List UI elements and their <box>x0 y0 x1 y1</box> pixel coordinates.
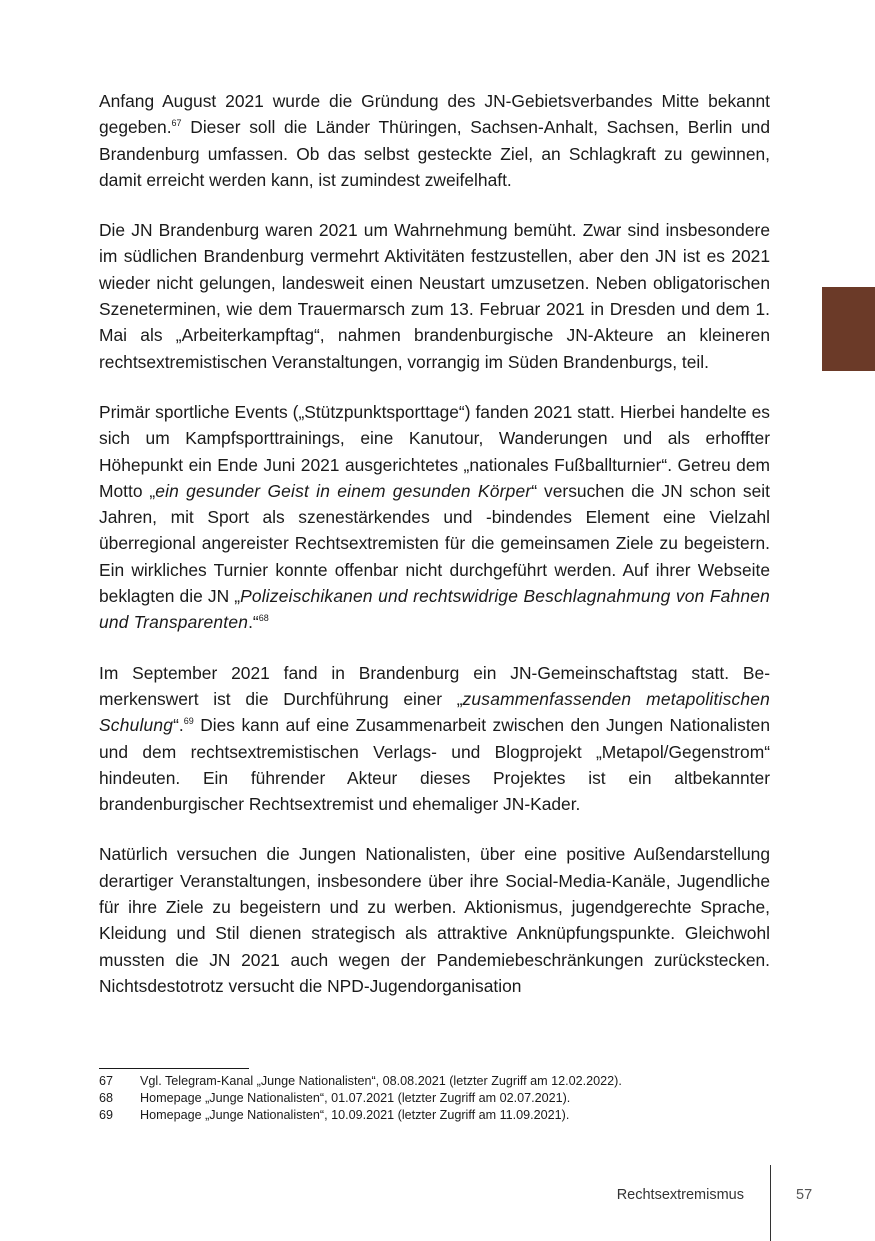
footnote-68 <box>99 1090 779 1107</box>
quote-italic: zusammenfassenden metapolitischen Schulung <box>99 688 770 736</box>
paragraph-3 <box>99 399 770 636</box>
footnote-67 <box>99 1073 779 1090</box>
paragraph-text: Anfang August 2021 wurde die Gründung des JN-Gebietsverbandes Mitte bekannt gegeben. <box>99 91 770 138</box>
paragraph-text: Dieser soll die Länder Thüringen, Sachsen-Anhalt, Sachsen, Berlin und Brandenburg umfassen. Ob das selbst gesteckte Ziel, an Schlagkraft zu gewinnen, damit erreicht werden kann, ist zumindest zweifelhaft. <box>99 117 770 190</box>
footnote-ref-68[interactable]: 68 <box>258 613 269 624</box>
paragraph-4 <box>99 660 770 818</box>
footer-divider <box>770 1165 771 1241</box>
footnote-ref-69[interactable]: 69 <box>183 716 194 727</box>
paragraph-1 <box>99 88 770 193</box>
paragraph-text: Primär sportliche Events („Stützpunktsporttage“) fanden 2021 statt. Hierbei handelte es sich um Kampfsporttrainings, eine Kanutour, Wanderungen und als erhoffter Höhepunkt ein Ende Juni 2021 ausgerichtetes „nationales Fußballturnier“. Getreu dem Motto „ <box>99 401 770 501</box>
page-number: 57 <box>796 1187 813 1203</box>
footnote-number: 67 <box>99 1074 114 1088</box>
paragraph-text: Dies kann auf eine Zusammenarbeit zwischen den Jungen Nationalisten und dem rechtsextremistischen Verlags- und Blogprojekt „Metapol/Gegenstrom“ hindeuten. Ein führender Akteur dieses Projektes ist ein altbekannter brandenburgischer Rechtsextremist und ehemaliger JN-Kader. <box>99 715 770 815</box>
body-text <box>99 88 770 1023</box>
footnote-divider <box>99 1068 249 1069</box>
paragraph-2: Die JN Brandenburg waren 2021 um Wahrnehmung bemüht. Zwar sind insbesondere im südlichen Brandenburg vermehrt Aktivitäten festzustellen, aber den JN ist es 2021 wieder nicht gelungen, landesweit einen Neustart umzusetzen. Neben obligatorischen Szeneterminen, wie dem Trauermarsch zum 13. Februar 2021 in Dresden und dem 1. Mai als „Arbeiterkampftag“, nahmen brandenburgische JN-Akteure an kleineren rechtsextremistischen Veranstaltungen, vorrangig im Süden Brandenburgs, teil. <box>99 220 770 372</box>
paragraph-text: Im September 2021 fand in Brandenburg ein JN-Gemeinschaftstag statt. Bemerkenswert ist die Durchführung einer „ <box>99 662 770 709</box>
paragraph-text: .“ <box>248 612 259 633</box>
footnote-69 <box>99 1107 779 1124</box>
footnotes <box>99 1073 779 1124</box>
paragraph-5: Natürlich versuchen die Jungen Nationalisten, über eine positive Außendarstellung derartiger Veranstaltungen, insbesondere über ihre Social-Media-Kanäle, Jugendliche für ihre Ziele zu begeistern und zu werben. Aktionismus, jugendgerechte Sprache, Kleidung und Stil dienen strategisch als attraktive Anknüpfungspunkte. Gleichwohl mussten die JN 2021 auch wegen der Pandemiebeschränkungen zurückstecken. Nichtsdestotrotz versucht die NPD-Jugendorganisation <box>99 844 770 996</box>
paragraph-text: “ versuchen die JN schon seit Jahren, mit Sport als szenestärkendes und -bindendes Element eine Vielzahl überregional angereister Rechtsextremisten für die gemeinsamen Ziele zu begeistern. Ein wirkliches Turnier konnte offenbar nicht durchgeführt werden. Auf ihrer Webseite beklagten die JN „ <box>99 480 770 607</box>
footer-section-label: Rechtsextremismus <box>616 1187 744 1203</box>
footnote-number: 68 <box>99 1091 114 1105</box>
chapter-tab-marker <box>822 287 875 371</box>
quote-italic: ein gesunder Geist in einem gesunden Körper <box>155 480 532 501</box>
footnote-text: Homepage „Junge Nationalisten“, 10.09.2021 (letzter Zugriff am 11.09.2021). <box>140 1108 570 1122</box>
footnote-text: Vgl. Telegram-Kanal „Junge Nationalisten“, 08.08.2021 (letzter Zugriff am 12.02.2022). <box>140 1074 622 1088</box>
footnote-text: Homepage „Junge Nationalisten“, 01.07.2021 (letzter Zugriff am 02.07.2021). <box>140 1091 571 1105</box>
footnote-ref-67[interactable]: 67 <box>171 118 182 129</box>
paragraph-text: “. <box>173 715 184 736</box>
footnote-number: 69 <box>99 1108 114 1122</box>
quote-italic: Polizeischikanen und rechtswidrige Beschlagnahmung von Fahnen und Transparenten <box>99 586 770 633</box>
